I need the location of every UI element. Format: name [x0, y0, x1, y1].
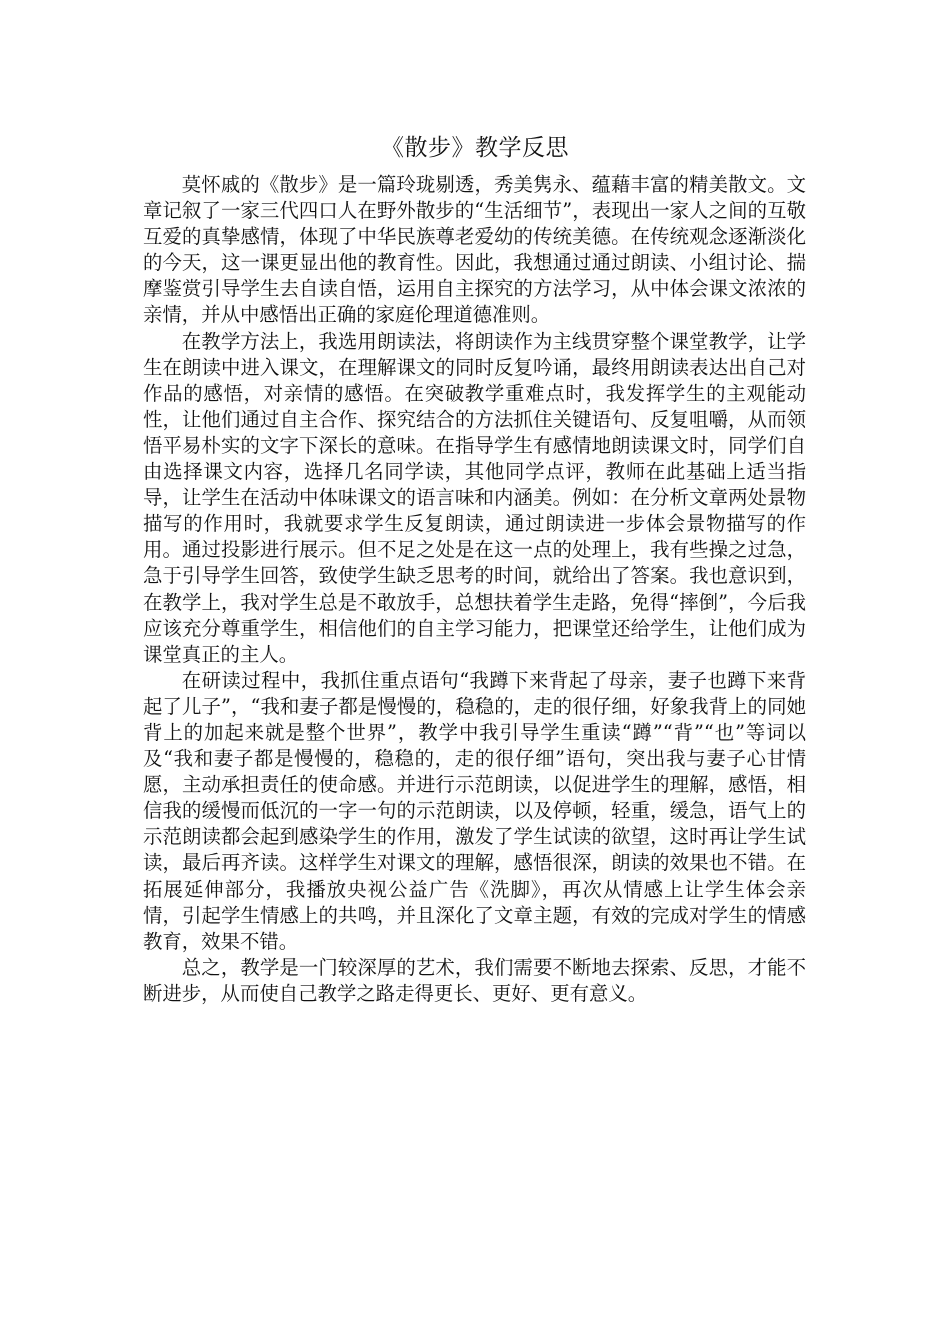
document-body [143, 172, 806, 1007]
paragraph-3: 在研读过程中，我抓住重点语句“我蹲下来背起了母亲，妻子也蹲下来背起了儿子”，“我和妻子都是慢慢的，稳稳的，走的很仔细，好象我背上的同她背上的加起来就是整个世界”，教学中我引导学生重读“蹲”“背”“也”等词以及“我和妻子都是慢慢的，稳稳的，走的很仔细”语句，突出我与妻子心甘情愿，主动承担责任的使命感。并进行示范朗读，以促进学生的理解，感悟，相信我的缓慢而低沉的一字一句的示范朗读，以及停顿，轻重，缓急，语气上的示范朗读都会起到感染学生的作用，激发了学生试读的欲望，这时再让学生试读，最后再齐读。这样学生对课文的理解，感悟很深，朗读的效果也不错。在拓展延伸部分，我播放央视公益广告《洗脚》，再次从情感上让学生体会亲情，引起学生情感上的共鸣，并且深化了文章主题，有效的完成对学生的情感教育，效果不错。 [143, 668, 806, 953]
document-title: 《散步》教学反思 [381, 135, 569, 161]
paragraph-4: 总之，教学是一门较深厚的艺术，我们需要不断地去探索、反思，才能不断进步，从而使自己教学之路走得更长、更好、更有意义。 [143, 955, 806, 1005]
paragraph-1: 莫怀戚的《散步》是一篇玲珑剔透，秀美隽永、蕴藉丰富的精美散文。文章记叙了一家三代四口人在野外散步的“生活细节”，表现出一家人之间的互敬互爱的真挚感情，体现了中华民族尊老爱幼的传统美德。在传统观念逐渐淡化的今天，这一课更显出他的教育性。因此，我想通过通过朗读、小组讨论、揣摩鉴赏引导学生去自读自悟，运用自主探究的方法学习，从中体会课文浓浓的亲情，并从中感悟出正确的家庭伦理道德准则。 [143, 173, 806, 327]
paragraph-2: 在教学方法上，我选用朗读法，将朗读作为主线贯穿整个课堂教学，让学生在朗读中进入课文，在理解课文的同时反复吟诵，最终用朗读表达出自己对作品的感悟，对亲情的感悟。在突破教学重难点时，我发挥学生的主观能动性，让他们通过自主合作、探究结合的方法抓住关键语句、反复咀嚼，从而领悟平易朴实的文字下深长的意味。在指导学生有感情地朗读课文时，同学们自由选择课文内容，选择几名同学读，其他同学点评，教师在此基础上适当指导，让学生在活动中体味课文的语言味和内涵美。例如：在分析文章两处景物描写的作用时，我就要求学生反复朗读，通过朗读进一步体会景物描写的作用。通过投影进行展示。但不足之处是在这一点的处理上，我有些操之过急，急于引导学生回答，致使学生缺乏思考的时间，就给出了答案。我也意识到，在教学上，我对学生总是不敢放手，总想扶着学生走路，免得“摔倒”，今后我应该充分尊重学生，相信他们的自主学习能力，把课堂还给学生，让他们成为课堂真正的主人。 [143, 329, 806, 666]
